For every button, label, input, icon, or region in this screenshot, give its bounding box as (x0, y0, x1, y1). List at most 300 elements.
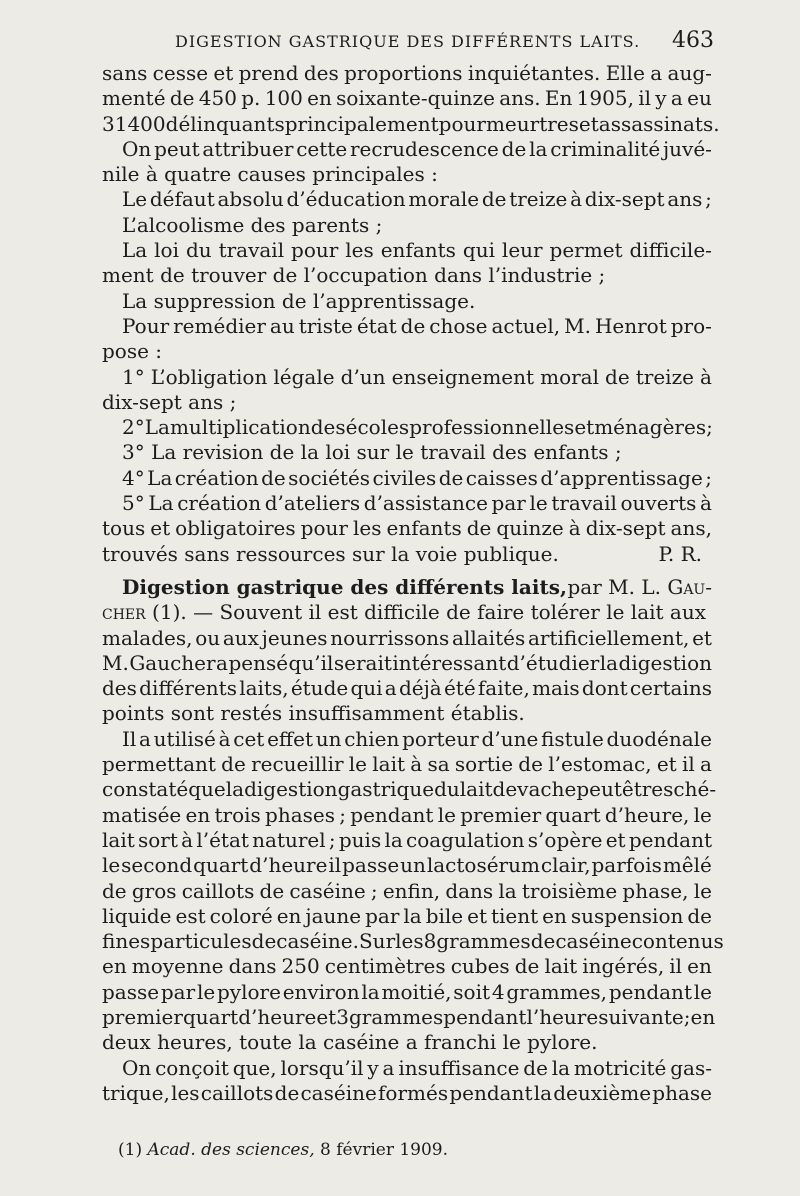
word: moral (540, 364, 599, 389)
text-line (102, 137, 712, 162)
text-line (102, 466, 712, 491)
word: pendant (628, 827, 712, 852)
word: Le (122, 187, 148, 212)
author-name-part: Gau- (667, 574, 712, 599)
text-line (102, 491, 712, 516)
word: de (466, 516, 492, 541)
word: d’ateliers (264, 491, 361, 516)
word: la (361, 979, 380, 1004)
word: aux (222, 625, 259, 650)
word: passe (102, 979, 160, 1004)
word: est (175, 903, 206, 928)
word: et (316, 1004, 337, 1029)
text-line (102, 61, 712, 86)
word: en (307, 86, 332, 111)
word: des (102, 676, 137, 701)
word: fines (102, 929, 151, 954)
word: en (542, 903, 567, 928)
word: inquiétantes. (467, 61, 601, 85)
footnote-date: 8 février 1909. (320, 1140, 449, 1160)
word: la (529, 136, 548, 161)
word: d’apprentissage (540, 465, 703, 490)
word: grammes (348, 1004, 444, 1029)
word: cet (233, 726, 265, 751)
word: par (160, 979, 196, 1004)
word: a (650, 61, 663, 85)
word: trique, (102, 1080, 170, 1105)
word: des (310, 415, 346, 440)
word: dix-sept (584, 187, 665, 212)
word: pensé (228, 650, 289, 675)
word: cubes (450, 954, 510, 979)
word: caillots (181, 878, 255, 903)
text-body (102, 61, 724, 1106)
word: conçoit (155, 1055, 229, 1080)
word: lorsqu’il (280, 1055, 364, 1080)
word: multiplication (169, 415, 311, 440)
word: la (498, 878, 517, 903)
word: et (692, 625, 712, 650)
word: il (681, 752, 695, 777)
word: légale (273, 364, 335, 389)
word: étude (290, 676, 349, 701)
word: moyenne (131, 954, 224, 979)
word: des (303, 61, 339, 85)
word: lait (459, 777, 493, 802)
word: de (514, 954, 540, 979)
word: deuxième (553, 1080, 652, 1105)
word: état (356, 313, 397, 338)
word: dix-sept (585, 516, 666, 541)
word: 400 (127, 111, 166, 136)
word: contenus (631, 929, 724, 954)
word: en (102, 954, 127, 979)
word: il (638, 86, 652, 111)
text-line (102, 929, 724, 954)
word: passe (342, 853, 400, 878)
text-line (102, 954, 712, 979)
text-line (102, 853, 712, 878)
word: travail (551, 491, 617, 516)
word: ; (370, 878, 378, 903)
text-line (102, 626, 712, 651)
text-line: points sont restés insuffisamment établis. (102, 701, 525, 726)
word: ; (705, 465, 712, 490)
word: caséine (289, 878, 366, 903)
word: l’estomac, (548, 752, 652, 777)
word: les (395, 929, 424, 954)
word: permettant (102, 752, 216, 777)
word: et (578, 111, 599, 136)
word: cette (296, 136, 348, 161)
word: enfin, (382, 878, 441, 903)
word: a (382, 1055, 395, 1080)
word: pour (438, 111, 486, 136)
word: écoles (345, 415, 410, 440)
word: y (655, 86, 667, 111)
word: chose (429, 313, 488, 338)
word: artificiellement, (527, 625, 690, 650)
word: La (122, 238, 148, 263)
word: La (148, 491, 174, 516)
word: ans. (499, 86, 541, 111)
word: moitié, (381, 979, 452, 1004)
word: juvé- (662, 136, 712, 161)
word: caisses (465, 465, 538, 490)
footnote-marker: (1) (118, 1140, 143, 1160)
word: mêlé (662, 853, 712, 878)
word: gros (131, 878, 177, 903)
word: de (687, 903, 712, 928)
word: de (274, 1080, 300, 1105)
word: le (196, 979, 216, 1004)
word: allaités (452, 625, 526, 650)
word: dont (581, 676, 628, 701)
word: trois (214, 802, 261, 827)
word: de (102, 878, 127, 903)
word: délinquants (165, 111, 285, 136)
word: enseignement (391, 364, 535, 389)
page-header (0, 28, 800, 58)
word: pendant (608, 979, 692, 1004)
word: à (699, 364, 712, 389)
word: absolu (217, 187, 284, 212)
word: Pour (122, 313, 170, 338)
word: le (437, 802, 456, 827)
word: en (185, 802, 211, 827)
word: ; (683, 1004, 691, 1029)
word: caséine (555, 929, 632, 954)
word: sociétés (288, 465, 371, 490)
word: ans (667, 187, 703, 212)
word: loi (154, 238, 179, 263)
word: ingérés, (582, 954, 665, 979)
word: 3 (336, 1004, 349, 1029)
word: la (551, 1055, 571, 1080)
word: de (221, 752, 246, 777)
word: pro- (670, 313, 712, 338)
footnote (118, 1140, 448, 1160)
word: suspension (570, 903, 684, 928)
text-line (102, 803, 712, 828)
word: dans (445, 878, 494, 903)
word: être (621, 777, 664, 802)
word: quart (193, 853, 249, 878)
word: jaune (305, 903, 362, 928)
word: difficile- (629, 238, 712, 263)
word: de (259, 878, 285, 903)
word: 8 (423, 929, 437, 954)
word: de (169, 86, 195, 111)
word: remédier (173, 313, 266, 338)
word: d’heure (249, 853, 328, 878)
text-line: nile à quatre causes principales : (102, 162, 438, 187)
text-line: dix-sept ans ; (102, 389, 237, 414)
word: 4 (491, 979, 505, 1004)
text-line (102, 415, 712, 440)
author-name-part: cher (102, 600, 146, 625)
text-line: 3° La revision de la loi sur le travail des enfants ; (122, 440, 622, 465)
word: M. (102, 650, 129, 675)
word: à (410, 752, 423, 777)
word: la (384, 827, 403, 852)
word: qu’il (288, 650, 334, 675)
word: cesse (152, 61, 209, 85)
article-title: Digestion gastrique des différents laits, (122, 574, 567, 599)
word: les (171, 1080, 200, 1105)
word: nourrissons (330, 625, 450, 650)
word: la (533, 1080, 553, 1105)
word: digestion (618, 650, 712, 675)
word: de (251, 929, 277, 954)
word: défaut (149, 187, 215, 212)
word: par (365, 903, 400, 928)
word: enfants (380, 238, 456, 263)
word: au (269, 313, 295, 338)
word: criminalité (550, 136, 661, 161)
word: particules (150, 929, 252, 954)
word: de (492, 777, 518, 802)
word: peut (154, 136, 200, 161)
word: obligatoires (175, 516, 296, 541)
word: différents (139, 676, 237, 701)
word: que, (232, 1055, 277, 1080)
word: naturel (252, 827, 326, 852)
word: travail (218, 238, 285, 263)
article-author (568, 575, 713, 600)
word: grammes (436, 929, 531, 954)
text-line (102, 365, 712, 390)
word: à (181, 827, 194, 852)
word: motricité (573, 1055, 667, 1080)
word: que (188, 777, 226, 802)
word: 5° (122, 491, 145, 516)
word: Henrot (594, 313, 667, 338)
word: environ (282, 979, 360, 1004)
word: sans (102, 61, 148, 85)
word: clair, (540, 853, 591, 878)
word: malades, (102, 625, 193, 650)
word: de (518, 752, 543, 777)
word: morale (408, 187, 480, 212)
word: phases (265, 802, 336, 827)
word: le (529, 491, 548, 516)
text-line (102, 600, 712, 625)
word: tient (490, 903, 539, 928)
word: il (328, 853, 342, 878)
text-line: deux heures, toute la caséine a franchi le pylore. (102, 1030, 598, 1055)
word: 1905, (576, 86, 634, 111)
word: les (352, 516, 382, 541)
text-line (102, 1081, 712, 1106)
word: phase (652, 1080, 712, 1105)
footnote-source: Acad. des sciences, (147, 1140, 315, 1160)
word: duodénale (606, 726, 712, 751)
word: du (434, 777, 460, 802)
word: centimètres (324, 954, 446, 979)
word: meurtres (485, 111, 579, 136)
text-line (102, 879, 712, 904)
text-line (102, 1056, 712, 1081)
text-line: ment de trouver de l’occupation dans l’industrie ; (102, 263, 606, 288)
word: actuel, (491, 313, 561, 338)
text-line (102, 777, 717, 802)
word: premier (460, 802, 542, 827)
word: ; (339, 802, 347, 827)
word: et (656, 752, 677, 777)
word: intéressant (392, 650, 507, 675)
word: principalement (284, 111, 439, 136)
word: porteur (402, 726, 479, 751)
word: de (501, 136, 527, 161)
word: second (121, 853, 193, 878)
word: pendant (443, 1004, 527, 1029)
word: soixante-quinze (336, 86, 495, 111)
word: faite, (477, 676, 530, 701)
word: assassinats. (598, 111, 720, 136)
word: sort (138, 827, 178, 852)
word: constaté (102, 777, 189, 802)
word: d’heure, (604, 802, 690, 827)
word: La (144, 415, 170, 440)
word: coagulation (406, 827, 525, 852)
text-line (102, 904, 712, 929)
author-prefix: par M. L. (567, 574, 668, 599)
word: p. (241, 86, 261, 111)
word: déjà (398, 676, 442, 701)
word: formés (378, 1080, 449, 1105)
word: pour (291, 238, 339, 263)
word: phase, (622, 878, 689, 903)
word: 250 (281, 954, 320, 979)
text-line (102, 828, 712, 853)
word: civiles (372, 465, 437, 490)
word: ; (328, 827, 336, 852)
word: d’un (340, 364, 386, 389)
word: troisième (521, 878, 618, 903)
word: a (700, 752, 712, 777)
word: gas- (670, 1055, 712, 1080)
page-number: 463 (672, 28, 714, 53)
word: ou (195, 625, 221, 650)
word: tous (102, 516, 146, 541)
word: bile (425, 903, 464, 928)
word: à (700, 491, 712, 516)
word: caséine. (276, 929, 359, 954)
word: qui (462, 238, 495, 263)
word: sché- (663, 777, 717, 802)
word: mais (532, 676, 580, 701)
text-line (102, 314, 712, 339)
word: 4° (122, 465, 145, 490)
word: l’état (196, 827, 249, 852)
text-line (102, 542, 712, 567)
text-line (102, 1004, 716, 1030)
word: de (530, 929, 556, 954)
word: L’obligation (150, 364, 268, 389)
word: attribuer (202, 136, 294, 161)
word: matisée (102, 802, 182, 827)
word: l’heure (526, 1004, 599, 1029)
text-line (102, 676, 712, 701)
word: ans, (670, 516, 712, 541)
word: aug- (667, 61, 712, 85)
word: caséine (300, 1080, 377, 1105)
word: professionnelles (409, 415, 575, 440)
word: quinze (496, 516, 564, 541)
word: quart (545, 802, 601, 827)
word: eu (687, 86, 712, 111)
word: lactosérum (426, 853, 540, 878)
word: treize (635, 364, 694, 389)
word: leur (501, 238, 543, 263)
word: création (174, 465, 259, 490)
word: En (544, 86, 573, 111)
word: sortie (454, 752, 514, 777)
word: et (467, 903, 487, 928)
word: insuffisance (398, 1055, 520, 1080)
word: et (150, 516, 171, 541)
word: ; (706, 415, 713, 440)
word: par (491, 491, 526, 516)
word: s’opère (527, 827, 603, 852)
word: lait (544, 954, 578, 979)
word: 31 (102, 111, 128, 136)
word: a (670, 86, 683, 111)
word: ; (705, 187, 712, 212)
word: dans (228, 954, 277, 979)
word: fistule (541, 726, 604, 751)
word: pendant (350, 802, 434, 827)
word: Elle (605, 61, 645, 85)
word: liquide (102, 903, 172, 928)
word: pendant (449, 1080, 533, 1105)
word: à (568, 516, 581, 541)
text-line-content: (1). — Souvent il est difficile de faire tolérer le lait aux (145, 600, 706, 625)
word: en (276, 903, 302, 928)
word: lait (102, 827, 135, 852)
signature-initials: P. R. (658, 541, 702, 566)
word: un (315, 726, 342, 751)
word: grammes, (506, 979, 608, 1004)
word: On (122, 136, 152, 161)
running-title: DIGESTION GASTRIQUE DES DIFFÉRENTS LAITS. (175, 32, 641, 51)
text-line (102, 516, 712, 541)
word: le (693, 878, 712, 903)
word: serait (333, 650, 392, 675)
word: treize (509, 187, 568, 212)
word: suivante (598, 1004, 684, 1029)
word: en (687, 954, 712, 979)
word: qui (350, 676, 383, 701)
word: 1° (122, 364, 145, 389)
word: a (216, 650, 228, 675)
word: gastrique (337, 777, 435, 802)
word: peut (576, 777, 622, 802)
word: le (693, 979, 712, 1004)
text-line (102, 187, 712, 212)
word: vache (517, 777, 577, 802)
word: Sur (358, 929, 396, 954)
word: de (261, 465, 286, 490)
word: utilisé (153, 726, 216, 751)
word: jeunes (261, 625, 328, 650)
word: enfants (386, 516, 462, 541)
word: premier (102, 1004, 183, 1029)
word: digestion (244, 777, 338, 802)
word: chien (344, 726, 400, 751)
word: 2° (122, 415, 145, 440)
